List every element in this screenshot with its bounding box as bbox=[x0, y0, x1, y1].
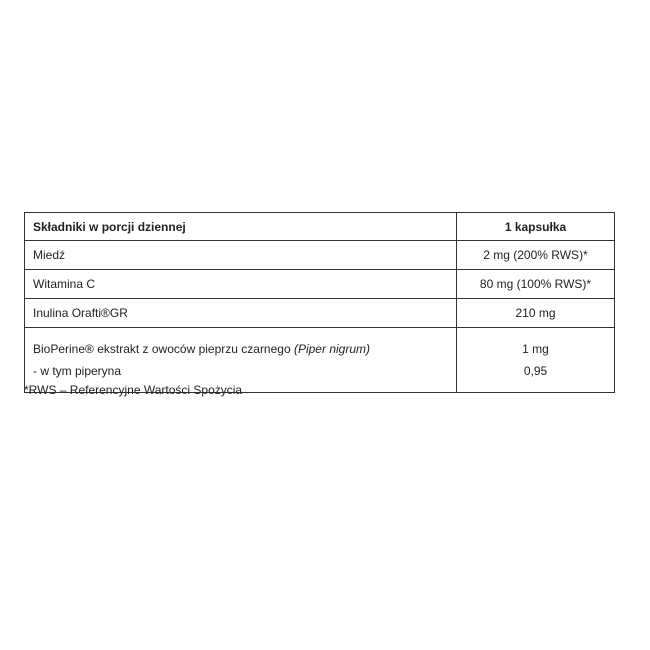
table-row bbox=[25, 241, 615, 270]
ingredient-column-header: Składniki w porcji dziennej bbox=[25, 213, 457, 241]
bioperine-label: BioPerine® ekstrakt z owoców pieprzu czarnego bbox=[33, 342, 294, 356]
piperine-label: - w tym piperyna bbox=[33, 364, 122, 378]
amount-column-header: 1 kapsułka bbox=[457, 213, 615, 241]
ingredient-cell: Witamina C bbox=[25, 270, 457, 299]
table-header-row bbox=[25, 213, 615, 241]
bioperine-line bbox=[33, 338, 448, 360]
ingredient-cell: Inulina Orafti®GR bbox=[25, 299, 457, 328]
table-row bbox=[25, 299, 615, 328]
table-row bbox=[25, 270, 615, 299]
latin-name: (Piper nigrum) bbox=[293, 342, 370, 356]
footnote: *RWS – Referencyjne Wartości Spożycia bbox=[24, 383, 243, 397]
piperine-amount: 0,95 bbox=[523, 364, 548, 378]
amount-cell: 2 mg (200% RWS)* bbox=[457, 241, 615, 270]
supplement-facts-table bbox=[24, 212, 615, 393]
amount-cell: 210 mg bbox=[457, 299, 615, 328]
bioperine-amount: 1 mg bbox=[522, 342, 549, 356]
amount-cell bbox=[457, 328, 615, 393]
ingredient-cell: Miedź bbox=[25, 241, 457, 270]
amount-cell: 80 mg (100% RWS)* bbox=[457, 270, 615, 299]
